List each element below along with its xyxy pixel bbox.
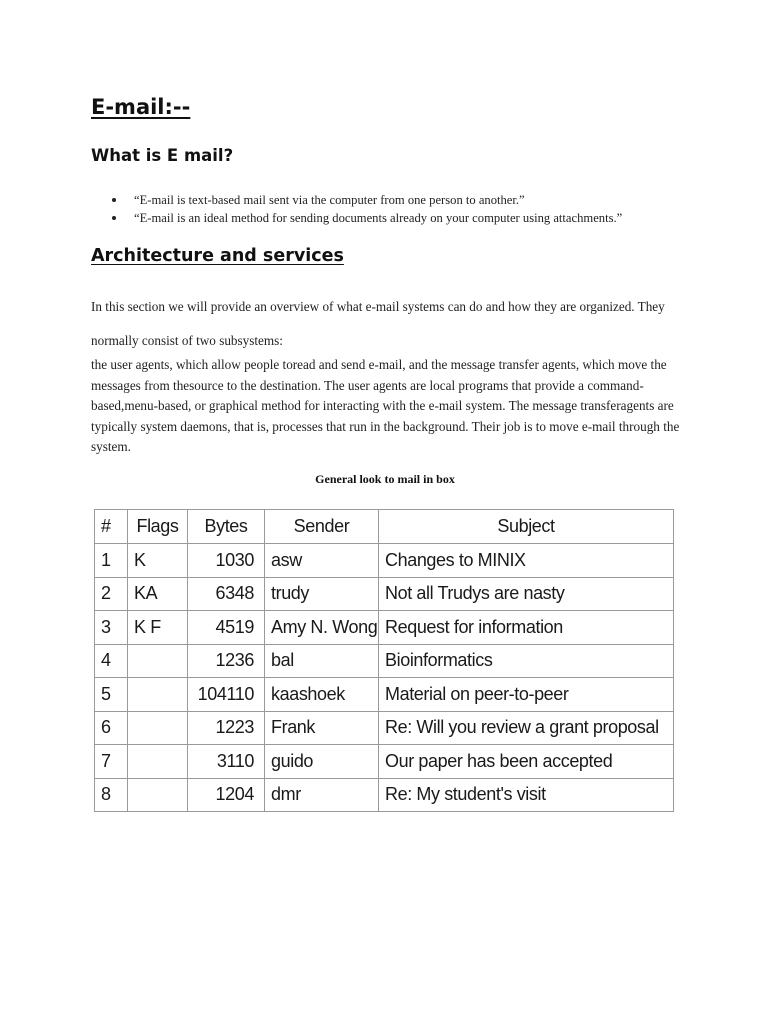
table-row xyxy=(95,778,674,812)
cell-subject: Changes to MINIX xyxy=(379,544,674,578)
cell-sender: dmr xyxy=(265,778,379,812)
table-row xyxy=(95,544,674,578)
cell-bytes: 6348 xyxy=(188,577,265,611)
table-row xyxy=(95,611,674,645)
cell-sender: guido xyxy=(265,745,379,779)
section-heading-what-is-email: What is E mail? xyxy=(91,146,234,165)
cell-subject: Re: Will you review a grant proposal xyxy=(379,711,674,745)
section-heading-architecture: Architecture and services xyxy=(91,246,344,266)
bullet-text: “E-mail is an ideal method for sending documents already on your computer using attachments.” xyxy=(134,211,623,225)
cell-number: 5 xyxy=(95,678,128,712)
cell-subject: Bioinformatics xyxy=(379,644,674,678)
header-row xyxy=(95,510,674,544)
cell-bytes: 3110 xyxy=(188,745,265,779)
cell-number: 6 xyxy=(95,711,128,745)
header-subject: Subject xyxy=(379,510,674,544)
header-sender: Sender xyxy=(265,510,379,544)
cell-number: 3 xyxy=(95,611,128,645)
cell-subject: Not all Trudys are nasty xyxy=(379,577,674,611)
cell-number: 7 xyxy=(95,745,128,779)
definition-bullet-list xyxy=(107,191,622,227)
cell-sender: Frank xyxy=(265,711,379,745)
cell-flags xyxy=(128,644,188,678)
cell-subject: Request for information xyxy=(379,611,674,645)
table-row xyxy=(95,745,674,779)
bullet-item xyxy=(107,209,622,227)
cell-bytes: 104110 xyxy=(188,678,265,712)
table-caption: General look to mail in box xyxy=(315,472,455,486)
cell-bytes: 1204 xyxy=(188,778,265,812)
cell-number: 4 xyxy=(95,644,128,678)
cell-subject: Our paper has been accepted xyxy=(379,745,674,779)
cell-bytes: 1223 xyxy=(188,711,265,745)
bullet-icon xyxy=(112,198,116,202)
header-bytes: Bytes xyxy=(188,510,265,544)
intro-paragraph: In this section we will provide an overview of what e-mail systems can do and how they are organized. They normally consist of two subsystems: xyxy=(91,299,665,348)
table-row xyxy=(95,577,674,611)
table-body xyxy=(95,544,674,812)
table-row xyxy=(95,644,674,678)
table-header xyxy=(95,510,674,544)
header-flags: Flags xyxy=(128,510,188,544)
cell-sender: kaashoek xyxy=(265,678,379,712)
body-paragraph: the user agents, which allow people toread and send e-mail, and the message transfer agents, which move the messages from thesource to the destination. The user agents are local programs that provide a command-based,menu-based, or graphical method for interacting with the e-mail system. The message transferagents are typically system daemons, that is, processes that run in the background. Their job is to move e-mail through the system. xyxy=(91,357,680,455)
cell-number: 8 xyxy=(95,778,128,812)
cell-bytes: 4519 xyxy=(188,611,265,645)
table-row xyxy=(95,678,674,712)
document-title: E-mail:-- xyxy=(91,95,191,119)
cell-flags xyxy=(128,711,188,745)
cell-sender: bal xyxy=(265,644,379,678)
cell-flags xyxy=(128,745,188,779)
cell-sender: trudy xyxy=(265,577,379,611)
cell-number: 2 xyxy=(95,577,128,611)
cell-subject: Material on peer-to-peer xyxy=(379,678,674,712)
cell-flags xyxy=(128,678,188,712)
cell-sender: Amy N. Wong xyxy=(265,611,379,645)
cell-flags: K xyxy=(128,544,188,578)
bullet-text: “E-mail is text-based mail sent via the computer from one person to another.” xyxy=(134,193,525,207)
cell-flags xyxy=(128,778,188,812)
cell-number: 1 xyxy=(95,544,128,578)
bullet-item xyxy=(107,191,622,209)
cell-subject: Re: My student's visit xyxy=(379,778,674,812)
bullet-icon xyxy=(112,216,116,220)
cell-bytes: 1030 xyxy=(188,544,265,578)
cell-sender: asw xyxy=(265,544,379,578)
table-row xyxy=(95,711,674,745)
cell-flags: KA xyxy=(128,577,188,611)
header-number: # xyxy=(95,510,128,544)
cell-bytes: 1236 xyxy=(188,644,265,678)
mailbox-table xyxy=(94,509,674,812)
cell-flags: K F xyxy=(128,611,188,645)
